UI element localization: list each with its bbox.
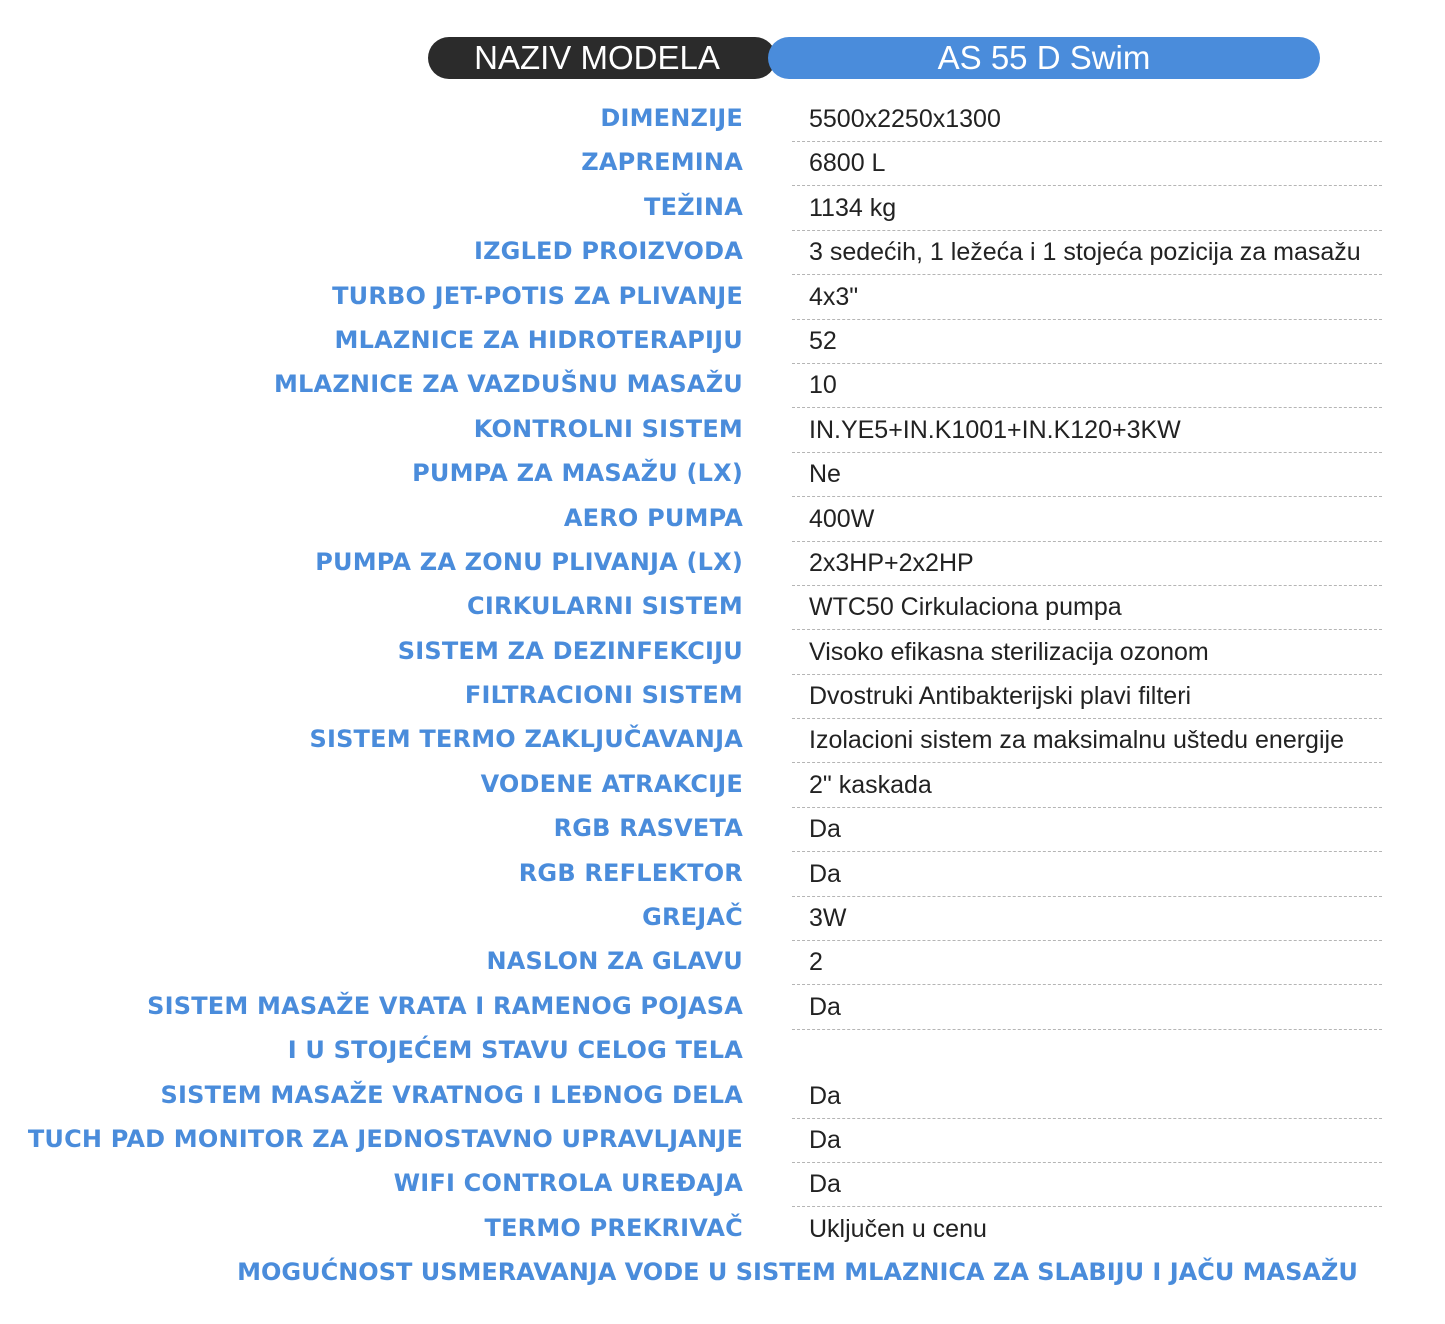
spec-row bbox=[0, 1075, 1445, 1119]
spec-label: VODENE ATRAKCIJE bbox=[480, 769, 743, 798]
spec-label: RGB RASVETA bbox=[553, 814, 743, 843]
spec-value: 6800 L bbox=[809, 149, 886, 178]
footer-note: MOGUĆNOST USMERAVANJA VODE U SISTEM MLAZNICA ZA SLABIJU I JAČU MASAŽU bbox=[237, 1258, 1358, 1286]
spec-label: TUCH PAD MONITOR ZA JEDNOSTAVNO UPRAVLJANJE bbox=[27, 1124, 743, 1153]
spec-row bbox=[0, 675, 1445, 719]
spec-row bbox=[0, 941, 1445, 985]
spec-value: Da bbox=[809, 1125, 841, 1154]
spec-value: Dvostruki Antibakterijski plavi filteri bbox=[809, 682, 1192, 711]
spec-label: I U STOJEĆEM STAVU CELOG TELA bbox=[287, 1036, 743, 1065]
spec-row bbox=[0, 853, 1445, 897]
spec-value: 1134 kg bbox=[809, 193, 897, 222]
spec-label: SISTEM ZA DEZINFEKCIJU bbox=[397, 636, 743, 665]
spec-value: 3 sedećih, 1 ležeća i 1 stojeća pozicija za masažu bbox=[809, 238, 1361, 267]
spec-row bbox=[0, 808, 1445, 852]
spec-label: PUMPA ZA ZONU PLIVANJA (LX) bbox=[315, 547, 743, 576]
spec-row bbox=[0, 320, 1445, 364]
spec-label: IZGLED PROIZVODA bbox=[473, 237, 743, 266]
spec-label: SISTEM MASAŽE VRATA I RAMENOG POJASA bbox=[147, 991, 743, 1020]
spec-value: Da bbox=[809, 1081, 841, 1110]
spec-label: MLAZNICE ZA VAZDUŠNU MASAŽU bbox=[273, 370, 743, 399]
spec-value: Da bbox=[809, 992, 841, 1021]
spec-value: 10 bbox=[809, 371, 837, 400]
spec-value: Uključen u cenu bbox=[809, 1214, 987, 1243]
spec-row bbox=[0, 364, 1445, 408]
spec-label: MLAZNICE ZA HIDROTERAPIJU bbox=[334, 325, 743, 354]
model-label: NAZIV MODELA bbox=[474, 39, 720, 76]
spec-label: TEŽINA bbox=[644, 192, 743, 221]
spec-value: Da bbox=[809, 1170, 841, 1199]
spec-row bbox=[0, 897, 1445, 941]
spec-label: DIMENZIJE bbox=[600, 104, 743, 132]
spec-label: ZAPREMINA bbox=[581, 148, 743, 177]
spec-value: WTC50 Cirkulaciona pumpa bbox=[809, 593, 1122, 622]
spec-label: SISTEM MASAŽE VRATNOG I LEĐNOG DELA bbox=[160, 1080, 743, 1109]
spec-row bbox=[0, 98, 1445, 142]
spec-label: SISTEM TERMO ZAKLJUČAVANJA bbox=[309, 725, 743, 754]
spec-row bbox=[0, 1030, 1445, 1074]
spec-value: 2 bbox=[809, 948, 823, 977]
model-name-pill bbox=[768, 37, 1320, 79]
spec-value: Izolacioni sistem za maksimalnu uštedu energije bbox=[809, 726, 1344, 755]
spec-row bbox=[0, 986, 1445, 1030]
spec-row bbox=[0, 719, 1445, 763]
spec-row bbox=[0, 631, 1445, 675]
spec-row bbox=[0, 231, 1445, 275]
spec-row bbox=[0, 586, 1445, 630]
spec-row bbox=[0, 764, 1445, 808]
spec-value: 2x3HP+2x2HP bbox=[809, 548, 974, 577]
spec-label: AERO PUMPA bbox=[563, 503, 743, 532]
spec-label: GREJAČ bbox=[642, 903, 743, 932]
spec-value: Visoko efikasna sterilizacija ozonom bbox=[809, 637, 1209, 666]
spec-value: Da bbox=[809, 859, 841, 888]
spec-label: NASLON ZA GLAVU bbox=[486, 947, 743, 976]
spec-label: PUMPA ZA MASAŽU (LX) bbox=[412, 459, 743, 488]
spec-row bbox=[0, 453, 1445, 497]
spec-row bbox=[0, 1163, 1445, 1207]
model-name: AS 55 D Swim bbox=[937, 39, 1151, 76]
spec-label: FILTRACIONI SISTEM bbox=[464, 681, 743, 710]
spec-row bbox=[0, 276, 1445, 320]
spec-label: TERMO PREKRIVAČ bbox=[484, 1213, 743, 1242]
spec-value: 52 bbox=[809, 326, 837, 355]
spec-row bbox=[0, 409, 1445, 453]
spec-value: 400W bbox=[809, 504, 875, 533]
spec-value: 4x3" bbox=[809, 282, 859, 311]
spec-value: IN.YE5+IN.K1001+IN.K120+3KW bbox=[809, 415, 1181, 444]
spec-row bbox=[0, 542, 1445, 586]
model-label-pill bbox=[428, 37, 776, 79]
spec-label: KONTROLNI SISTEM bbox=[473, 414, 743, 443]
spec-label: RGB REFLEKTOR bbox=[518, 858, 743, 887]
spec-value: 5500x2250x1300 bbox=[809, 105, 1001, 133]
spec-table bbox=[0, 98, 1445, 1252]
spec-row bbox=[0, 187, 1445, 231]
spec-label: CIRKULARNI SISTEM bbox=[467, 592, 743, 621]
spec-value: 3W bbox=[809, 904, 847, 933]
spec-row bbox=[0, 1119, 1445, 1163]
spec-value: Da bbox=[809, 815, 841, 844]
spec-row bbox=[0, 1208, 1445, 1252]
spec-row bbox=[0, 498, 1445, 542]
spec-label: TURBO JET-POTIS ZA PLIVANJE bbox=[332, 281, 743, 310]
spec-value: 2" kaskada bbox=[809, 770, 932, 799]
spec-row bbox=[0, 142, 1445, 186]
spec-value: Ne bbox=[809, 460, 841, 489]
spec-label: WIFI CONTROLA UREĐAJA bbox=[393, 1169, 743, 1198]
